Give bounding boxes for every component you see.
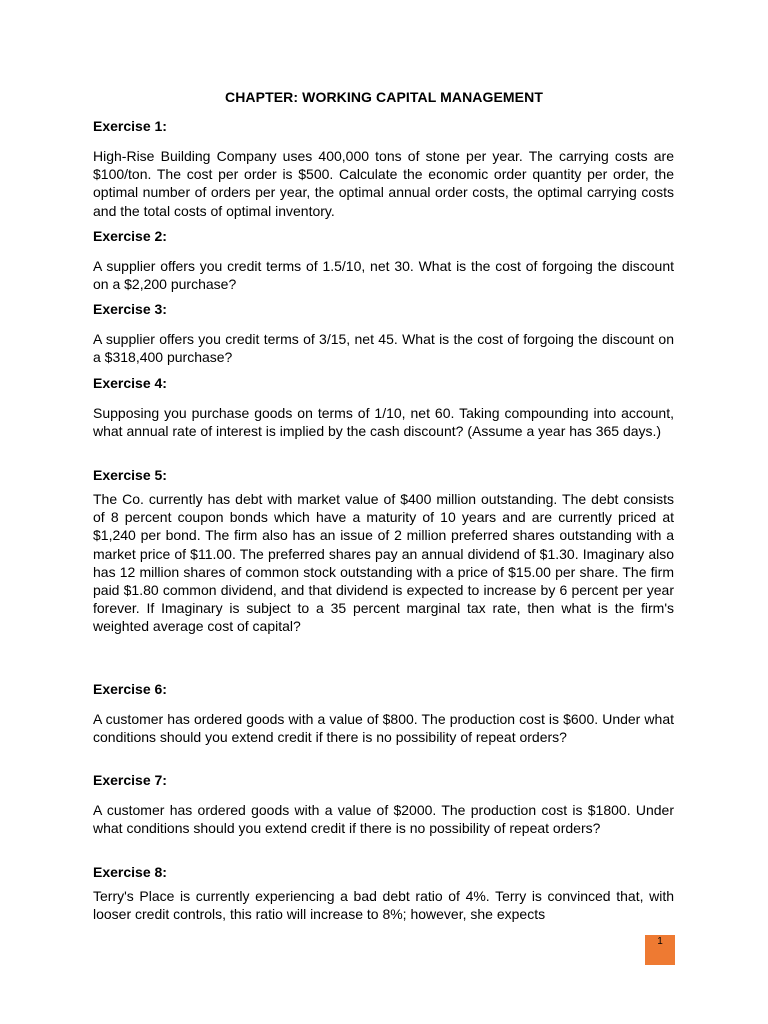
exercise-2 <box>93 227 674 293</box>
exercise-6 <box>93 680 674 746</box>
exercise-text: Supposing you purchase goods on terms of 1/10, net 60. Taking compounding into account, what annual rate of interest is implied by the cash discount? (Assume a year has 365 days.) <box>93 405 674 440</box>
exercise-3 <box>93 300 674 366</box>
exercise-text: A customer has ordered goods with a value of $800. The production cost is $600. Under what conditions should you extend credit if there is no possibility of repeat orders? <box>93 711 674 746</box>
exercise-text: The Co. currently has debt with market value of $400 million outstanding. The debt consists of 8 percent coupon bonds which have a maturity of 10 years and are currently priced at $1,240 per bond. The firm also has an issue of 2 million preferred shares outstanding with a market price of $11.00. The preferred shares pay an annual dividend of $1.30. Imaginary also has 12 million shares of common stock outstanding with a price of $15.00 per share. The firm paid $1.80 common dividend, and that dividend is expected to increase by 6 percent per year forever. If Imaginary is subject to a 35 percent marginal tax rate, then what is the firm's weighted average cost of capital? <box>93 491 674 635</box>
exercise-text: A supplier offers you credit terms of 3/15, net 45. What is the cost of forgoing the discount on a $318,400 purchase? <box>93 331 674 366</box>
exercise-title: Exercise 4: <box>93 375 167 391</box>
exercise-title: Exercise 7: <box>93 772 167 788</box>
exercise-title: Exercise 6: <box>93 681 167 697</box>
exercise-7 <box>93 771 674 837</box>
exercise-4 <box>93 374 674 440</box>
exercise-text: A customer has ordered goods with a value of $2000. The production cost is $1800. Under what conditions should you extend credit if there is no possibility of repeat orders? <box>93 802 674 837</box>
exercise-title: Exercise 2: <box>93 228 167 244</box>
exercise-text: A supplier offers you credit terms of 1.5/10, net 30. What is the cost of forgoing the discount on a $2,200 purchase? <box>93 258 674 293</box>
exercise-title: Exercise 3: <box>93 301 167 317</box>
exercise-1 <box>93 117 674 220</box>
exercise-8 <box>93 863 674 923</box>
exercise-title: Exercise 8: <box>93 864 167 880</box>
exercise-title: Exercise 5: <box>93 467 167 483</box>
page-number-badge: 1 <box>645 935 675 965</box>
exercise-text: High-Rise Building Company uses 400,000 tons of stone per year. The carrying costs are $100/ton. The cost per order is $500. Calculate the economic order quantity per order, the optimal number of orders per year, the optimal annual order costs, the optimal carrying costs and the total costs of optimal inventory. <box>93 148 674 219</box>
exercise-title: Exercise 1: <box>93 118 167 134</box>
chapter-title: CHAPTER: WORKING CAPITAL MANAGEMENT <box>225 89 543 105</box>
exercise-text: Terry's Place is currently experiencing a bad debt ratio of 4%. Terry is convinced that, with looser credit controls, this ratio will increase to 8%; however, she expects <box>93 888 674 923</box>
exercise-5 <box>93 466 674 636</box>
